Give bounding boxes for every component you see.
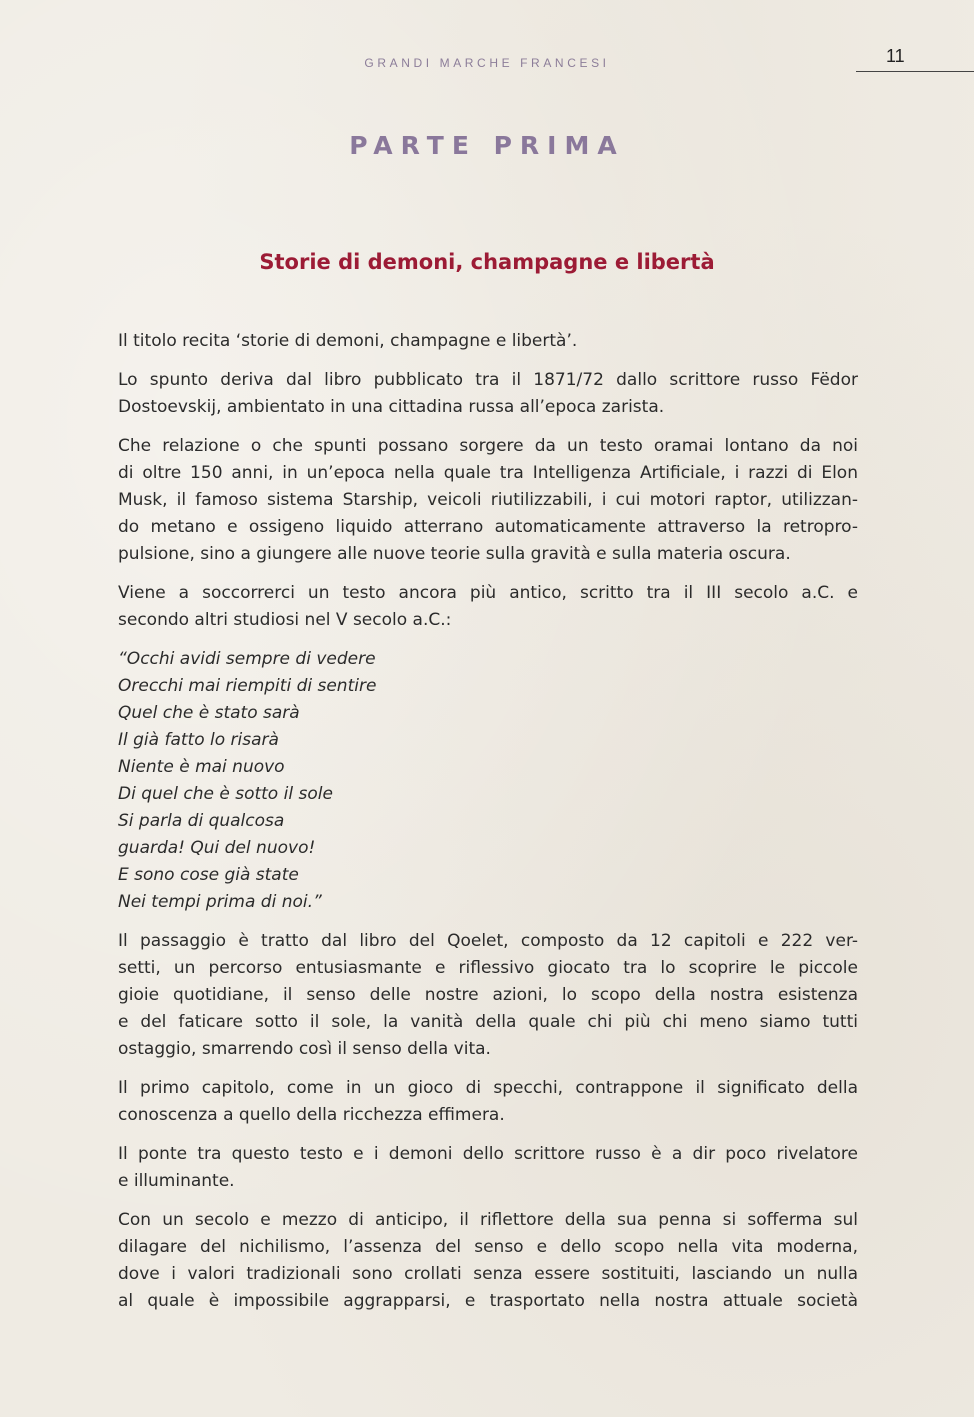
paragraph — [118, 328, 858, 355]
poem-line: Si parla di qualcosa — [118, 811, 285, 831]
text-line: e del faticare sotto il sole, la vanità della quale chi più chi meno siamo tutti — [118, 1012, 858, 1032]
text-line: Viene a soccorrerci un testo ancora più antico, scritto tra il III secolo a.C. e — [118, 583, 858, 603]
text-line: Dostoevskij, ambientato in una cittadina russa all’epoca zarista. — [118, 397, 665, 417]
poem-line: Nei tempi prima di noi.” — [118, 892, 322, 912]
text-line: Il titolo recita ‘storie di demoni, champagne e libertà’. — [118, 331, 578, 351]
body-text — [118, 328, 858, 1327]
part-title: PARTE PRIMA — [349, 131, 625, 160]
text-line: e illuminante. — [118, 1171, 235, 1191]
poem-line: Orecchi mai riempiti di sentire — [118, 676, 377, 696]
text-line: conoscenza a quello della ricchezza effimera. — [118, 1105, 505, 1125]
poem-line: Niente è mai nuovo — [118, 757, 285, 777]
text-line: Musk, il famoso sistema Starship, veicoli riutilizzabili, i cui motori raptor, utilizzan- — [118, 490, 858, 510]
poem-line: E sono cose già state — [118, 865, 299, 885]
text-line: secondo altri studiosi nel V secolo a.C.: — [118, 610, 452, 630]
text-line: dilagare del nichilismo, l’assenza del senso e dello scopo nella vita moderna, — [118, 1237, 858, 1257]
paragraph — [118, 1207, 858, 1315]
chapter-title: Storie di demoni, champagne e libertà — [259, 250, 715, 274]
text-line: Con un secolo e mezzo di anticipo, il riflettore della sua penna si sofferma sul — [118, 1210, 858, 1230]
paragraph — [118, 1075, 858, 1129]
poem-line: guarda! Qui del nuovo! — [118, 838, 316, 858]
poem-line: Quel che è stato sarà — [118, 703, 300, 723]
paragraph — [118, 928, 858, 1063]
text-line: pulsione, sino a giungere alle nuove teorie sulla gravità e sulla materia oscura. — [118, 544, 791, 564]
page-number: 11 — [886, 46, 905, 66]
text-line: setti, un percorso entusiasmante e riflessivo giocato tra lo scoprire le piccole — [118, 958, 858, 978]
paragraph — [118, 367, 858, 421]
text-line: gioie quotidiane, il senso delle nostre azioni, lo scopo della nostra esistenza — [118, 985, 858, 1005]
paragraph — [118, 580, 858, 634]
text-line: al quale è impossibile aggrapparsi, e trasportato nella nostra attuale società — [118, 1291, 858, 1311]
text-line: Che relazione o che spunti possano sorgere da un testo oramai lontano da noi — [118, 436, 858, 456]
text-line: do metano e ossigeno liquido atterrano automaticamente attraverso la retropro- — [118, 517, 858, 537]
text-line: Lo spunto deriva dal libro pubblicato tra il 1871/72 dallo scrittore russo Fëdor — [118, 370, 858, 390]
text-line: dove i valori tradizionali sono crollati senza essere sostituiti, lasciando un nulla — [118, 1264, 858, 1284]
paragraph — [118, 1141, 858, 1195]
poem-line: Di quel che è sotto il sole — [118, 784, 333, 804]
poem-line: “Occhi avidi sempre di vedere — [118, 649, 376, 669]
paragraph — [118, 433, 858, 568]
page-number-rule — [856, 71, 974, 72]
text-line: di oltre 150 anni, in un’epoca nella quale tra Intelligenza Artificiale, i razzi di Elon — [118, 463, 858, 483]
text-line: ostaggio, smarrendo così il senso della vita. — [118, 1039, 491, 1059]
text-line: Il primo capitolo, come in un gioco di specchi, contrappone il significato della — [118, 1078, 858, 1098]
poem-quote — [118, 646, 858, 916]
running-header: GRANDI MARCHE FRANCESI — [364, 56, 610, 70]
text-line: Il passaggio è tratto dal libro del Qoelet, composto da 12 capitoli e 222 ver- — [118, 931, 858, 951]
text-line: Il ponte tra questo testo e i demoni dello scrittore russo è a dir poco rivelatore — [118, 1144, 858, 1164]
poem-line: Il già fatto lo risarà — [118, 730, 279, 750]
